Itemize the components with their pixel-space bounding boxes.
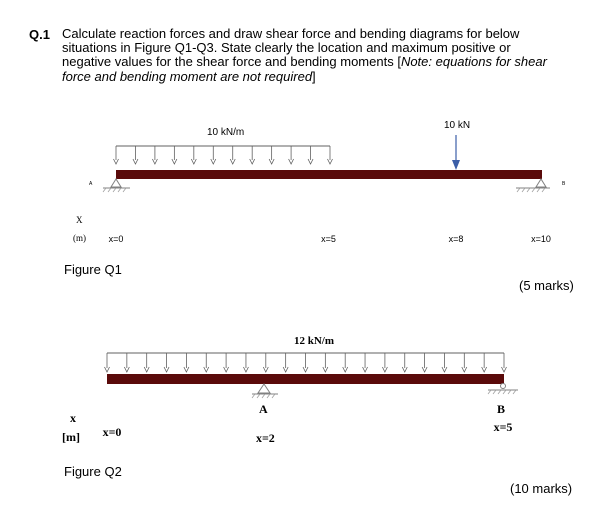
question-note: Note: equations for shear force and bending moment are not required [62, 54, 547, 84]
q2-udl-arrow [243, 353, 248, 372]
q2-position-label: x=2 [255, 431, 275, 445]
figure-q2-caption: Figure Q2 [64, 464, 122, 479]
q2-axis-symbol: x [70, 411, 76, 425]
q2-udl-arrows [105, 353, 507, 372]
q1-axis-unit: (m) [73, 233, 86, 243]
figure-q2-marks: (10 marks) [510, 481, 573, 496]
q2-udl-arrow [303, 353, 308, 372]
q2-beam [107, 374, 504, 384]
question-number: Q.1 [29, 27, 50, 42]
q2-udl-arrow [422, 353, 427, 372]
q2-udl-arrow [164, 353, 169, 372]
q2-udl-arrow [382, 353, 387, 372]
q1-udl-label: 10 kN/m [207, 127, 245, 138]
q2-udl-arrow [402, 353, 407, 372]
q2-udl-arrow [363, 353, 368, 372]
q2-position-label: x=5 [493, 420, 513, 434]
q2-udl-arrow [323, 353, 328, 372]
q2-support-a-label: A [259, 402, 268, 416]
q1-support-b-label: B [562, 181, 566, 187]
q1-support-a-label: A [89, 181, 93, 187]
q2-udl-arrow [482, 353, 487, 372]
q2-udl-arrow [462, 353, 467, 372]
question-body: Calculate reaction forces and draw shear force and bending diagrams for below situations in Figure Q1-Q3. State clearly the location and maximum positive or negative values for the shear force and bending moments [ [62, 26, 520, 70]
q1-position-label: x=8 [448, 234, 464, 244]
q2-udl-arrow [144, 353, 149, 372]
q2-udl-label: 12 kN/m [294, 335, 335, 347]
q2-udl-arrow [204, 353, 209, 372]
q2-support-b [488, 384, 518, 395]
q2-support-a [252, 384, 278, 398]
q1-axis-symbol: X [76, 215, 83, 225]
q2-position-label: x=0 [102, 425, 122, 439]
q1-point-load-label: 10 kN [444, 120, 471, 131]
q2-udl-arrow [224, 353, 229, 372]
q2-udl-arrow [124, 353, 129, 372]
q1-position-label: x=0 [108, 234, 124, 244]
q1-position-label: x=5 [321, 234, 336, 244]
q2-support-b-label: B [497, 402, 506, 416]
q2-udl-arrow [184, 353, 189, 372]
figure-q1-marks: (5 marks) [519, 278, 574, 293]
q2-udl-arrow [283, 353, 288, 372]
q2-axis-unit: [m] [62, 430, 80, 444]
q2-udl-arrow [263, 353, 268, 372]
q2-udl-arrow [442, 353, 447, 372]
q2-position-labels [103, 420, 513, 445]
q2-udl-arrow [343, 353, 348, 372]
question-close: ] [312, 68, 316, 84]
q2-udl-arrow [502, 353, 507, 372]
q2-udl-arrow [105, 353, 110, 372]
figure-q1-caption: Figure Q1 [64, 262, 122, 277]
q1-position-label: x=10 [531, 234, 551, 244]
